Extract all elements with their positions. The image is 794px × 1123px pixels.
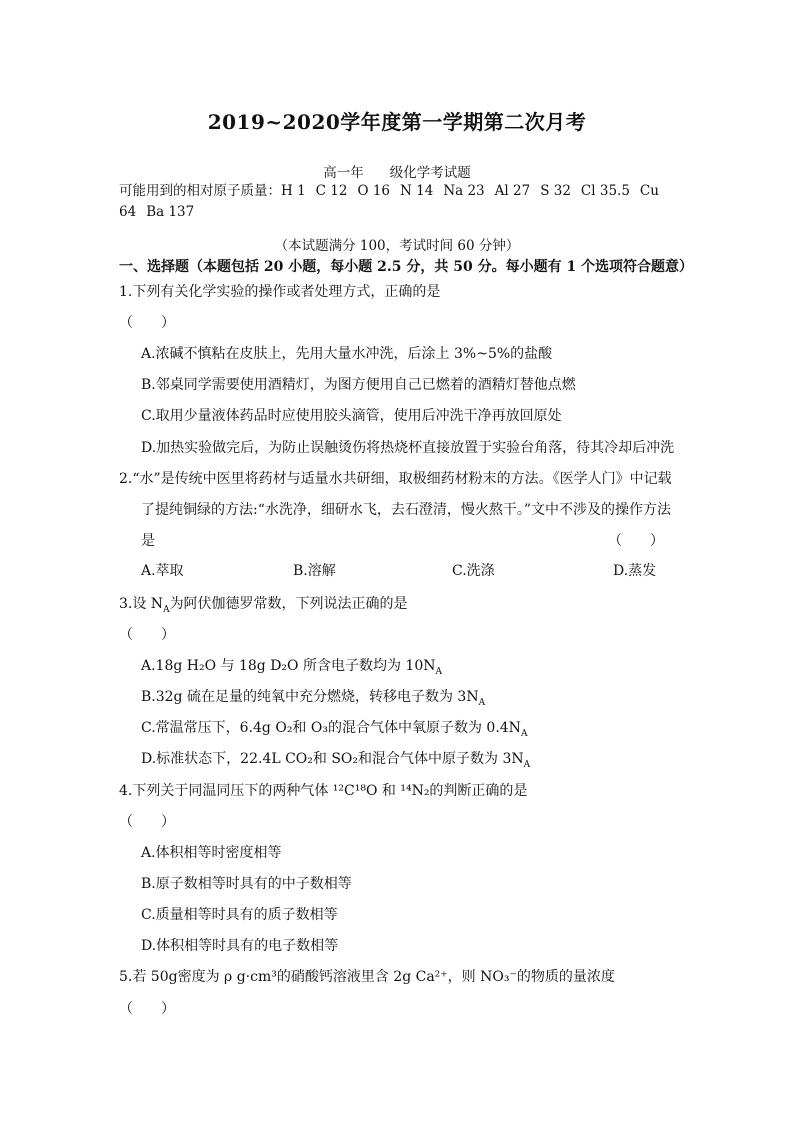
q2-option-d: D.蒸发 (613, 563, 657, 579)
q5-stem: 5.若 50g密度为 ρ g·cm³的硝酸钙溶液里含 2g Ca²⁺，则 NO₃⁻的物质的量浓度 (119, 969, 615, 985)
q4-option-b: B.原子数相等时具有的中子数相等 (141, 876, 352, 892)
q3-option-a: A.18g H₂O 与 18g D₂O 所含电子数均为 $10N_A$ (141, 658, 442, 677)
mass-h: H 1 (281, 183, 306, 199)
q3-option-c: C.常温常压下，6.4g O₂和 O₃的混合气体中氧原子数为 $0.4N_A$ (141, 720, 528, 739)
page-title: 2019~2020学年度第一学期第二次月考 (207, 110, 587, 134)
q1-answer-paren: （ ） (119, 315, 175, 331)
q3-option-b: B.32g 硫在足量的纯氧中充分燃烧，转移电子数为 $3N_A$ (141, 689, 486, 708)
q1-stem: 1.下列有关化学实验的操作或者处理方式，正确的是 (119, 284, 441, 300)
q4-option-c: C.质量相等时具有的质子数相等 (141, 907, 338, 923)
section-heading: 一、选择题（本题包括 20 小题，每小题 2.5 分，共 50 分。每小题有 1 个选项符合题意） (119, 259, 694, 275)
q2-line-3: 是 (141, 533, 155, 549)
q3-answer-paren: （ ） (119, 627, 175, 643)
masses-label: 可能用到的相对原子质量： (119, 183, 281, 199)
q1-option-d: D.加热实验做完后，为防止误触烫伤将热烧杯直接放置于实验台角落，待其冷却后冲洗 (141, 440, 675, 456)
q2-answer-paren: （ ） (608, 533, 664, 549)
mass-n: N 14 (400, 183, 434, 199)
mass-ba: Ba 137 (146, 204, 195, 220)
q4-option-d: D.体积相等时具有的电子数相等 (141, 938, 339, 954)
mass-cl: Cl 35.5 (580, 183, 630, 199)
q1-option-c: C.取用少量液体药品时应使用胶头滴管，使用后冲洗干净再放回原处 (141, 408, 562, 424)
q5-answer-paren: （ ） (119, 1001, 175, 1017)
subject-label: 级化学考试题 (389, 165, 471, 181)
exam-subtitle (0, 161, 794, 181)
grade-label: 高一年 (323, 165, 364, 181)
mass-o: O 16 (357, 183, 391, 199)
q4-answer-paren: （ ） (119, 814, 175, 830)
mass-al: Al 27 (494, 183, 531, 199)
q3-option-d: D.标准状态下，22.4L CO₂和 SO₂和混合气体中原子数为 $3N_A$ (141, 751, 531, 770)
q3-stem: 3.设 $N_A$为阿伏伽德罗常数，下列说法正确的是 (119, 596, 408, 615)
q2-line-2: 了提纯铜绿的方法:“水洗净，细研水飞，去石澄清，慢火熬干。”文中不涉及的操作方法 (141, 502, 672, 518)
q2-line-1: 2.“水”是传统中医里将药材与适量水共研细，取极细药材粉末的方法。《医学人门》中记载 (119, 471, 672, 487)
q1-option-a: A.浓碱不慎粘在皮肤上，先用大量水冲洗，后涂上 3%~5%的盐酸 (141, 346, 553, 362)
mass-s: S 32 (540, 183, 571, 199)
q2-option-a: A.萃取 (141, 563, 184, 579)
q4-stem: 4.下列关于同温同压下的两种气体 ¹²C¹⁸O 和 ¹⁴N₂的判断正确的是 (119, 783, 528, 799)
exam-info: （本试题满分 100，考试时间 60 分钟） (274, 238, 520, 254)
q1-option-b: B.邻桌同学需要使用酒精灯，为图方便用自己已燃着的酒精灯替他点燃 (141, 377, 576, 393)
mass-c: C 12 (315, 183, 348, 199)
q4-option-a: A.体积相等时密度相等 (141, 845, 282, 861)
q2-option-b: B.溶解 (293, 563, 336, 579)
q2-option-c: C.洗涤 (452, 563, 495, 579)
atomic-masses (119, 181, 679, 223)
mass-na: Na 23 (443, 183, 485, 199)
mass-cu: Cu 64 (119, 183, 659, 220)
